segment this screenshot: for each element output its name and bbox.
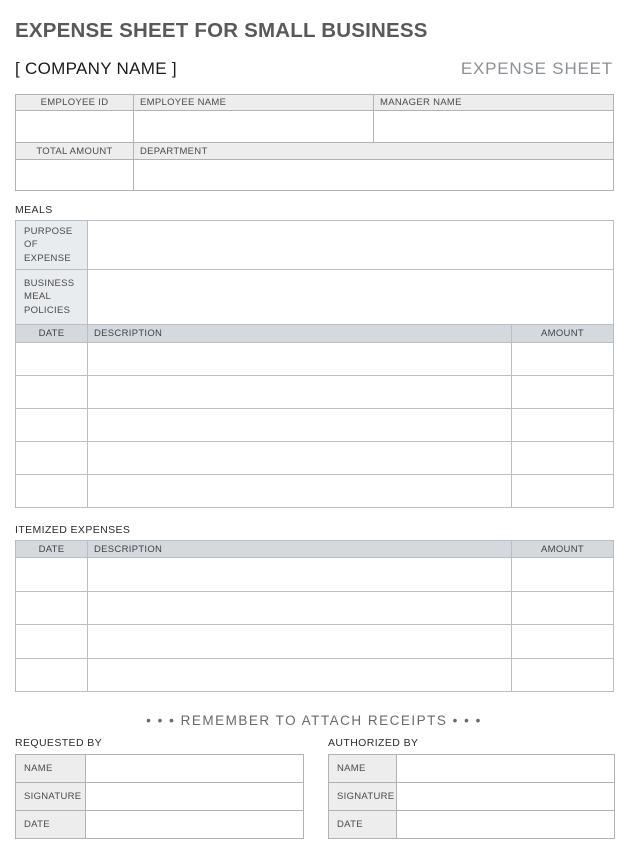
itemized-row bbox=[16, 591, 614, 625]
meals-description-cell[interactable] bbox=[88, 442, 512, 475]
meals-description-cell[interactable] bbox=[88, 343, 512, 376]
itemized-date-cell[interactable] bbox=[16, 591, 88, 625]
manager-name-header: MANAGER NAME bbox=[374, 95, 614, 111]
employee-info-table bbox=[15, 94, 614, 191]
meals-row bbox=[16, 409, 614, 442]
itemized-date-cell[interactable] bbox=[16, 558, 88, 592]
authorized-date-field[interactable] bbox=[397, 811, 615, 839]
meals-date-cell[interactable] bbox=[16, 475, 88, 508]
itemized-row bbox=[16, 625, 614, 659]
signature-section bbox=[15, 737, 613, 839]
requested-date-field[interactable] bbox=[86, 811, 304, 839]
requested-name-field[interactable] bbox=[86, 755, 304, 783]
itemized-description-header: DESCRIPTION bbox=[88, 541, 512, 558]
meals-description-cell[interactable] bbox=[88, 376, 512, 409]
itemized-description-cell[interactable] bbox=[88, 625, 512, 659]
itemized-row bbox=[16, 658, 614, 692]
authorized-by-heading: AUTHORIZED BY bbox=[328, 737, 419, 749]
itemized-amount-cell[interactable] bbox=[512, 558, 614, 592]
meals-amount-header: AMOUNT bbox=[512, 325, 614, 343]
meals-date-cell[interactable] bbox=[16, 409, 88, 442]
company-row bbox=[15, 59, 613, 79]
meals-description-header: DESCRIPTION bbox=[88, 325, 512, 343]
employee-id-field[interactable] bbox=[16, 111, 134, 143]
department-header: DEPARTMENT bbox=[134, 143, 614, 160]
employee-name-header: EMPLOYEE NAME bbox=[134, 95, 374, 111]
meals-amount-cell[interactable] bbox=[512, 442, 614, 475]
meals-table bbox=[15, 220, 614, 508]
total-amount-header: TOTAL AMOUNT bbox=[16, 143, 134, 160]
meals-amount-cell[interactable] bbox=[512, 376, 614, 409]
itemized-description-cell[interactable] bbox=[88, 658, 512, 692]
meals-amount-cell[interactable] bbox=[512, 343, 614, 376]
meals-description-cell[interactable] bbox=[88, 475, 512, 508]
meals-row bbox=[16, 442, 614, 475]
itemized-row bbox=[16, 558, 614, 592]
business-meal-policies-label: BUSINESS MEAL POLICIES bbox=[16, 270, 88, 325]
authorized-date-label: DATE bbox=[329, 811, 397, 839]
authorized-name-label: NAME bbox=[329, 755, 397, 783]
business-meal-policies-field[interactable] bbox=[88, 270, 614, 325]
meals-date-cell[interactable] bbox=[16, 343, 88, 376]
department-field[interactable] bbox=[134, 160, 614, 191]
requested-by-table bbox=[15, 754, 304, 839]
purpose-of-expense-field[interactable] bbox=[88, 221, 614, 270]
meals-row bbox=[16, 343, 614, 376]
requested-name-label: NAME bbox=[16, 755, 86, 783]
meals-date-header: DATE bbox=[16, 325, 88, 343]
meals-row bbox=[16, 475, 614, 508]
meals-section-label: MEALS bbox=[15, 204, 53, 216]
employee-id-header: EMPLOYEE ID bbox=[16, 95, 134, 111]
itemized-date-header: DATE bbox=[16, 541, 88, 558]
meals-description-cell[interactable] bbox=[88, 409, 512, 442]
requested-by-heading: REQUESTED BY bbox=[15, 737, 103, 749]
meals-date-cell[interactable] bbox=[16, 376, 88, 409]
requested-by-block bbox=[15, 737, 304, 839]
requested-date-label: DATE bbox=[16, 811, 86, 839]
itemized-description-cell[interactable] bbox=[88, 591, 512, 625]
meals-amount-cell[interactable] bbox=[512, 475, 614, 508]
sheet-type-label: EXPENSE SHEET bbox=[460, 59, 613, 78]
authorized-by-table bbox=[328, 754, 615, 839]
itemized-date-cell[interactable] bbox=[16, 658, 88, 692]
employee-name-field[interactable] bbox=[134, 111, 374, 143]
purpose-of-expense-label: PURPOSE OF EXPENSE bbox=[16, 221, 88, 270]
authorized-by-block bbox=[328, 737, 615, 839]
itemized-description-cell[interactable] bbox=[88, 558, 512, 592]
meals-amount-cell[interactable] bbox=[512, 409, 614, 442]
page-title: EXPENSE SHEET FOR SMALL BUSINESS bbox=[15, 19, 428, 42]
manager-name-field[interactable] bbox=[374, 111, 614, 143]
total-amount-field[interactable] bbox=[16, 160, 134, 191]
authorized-name-field[interactable] bbox=[397, 755, 615, 783]
itemized-amount-header: AMOUNT bbox=[512, 541, 614, 558]
itemized-amount-cell[interactable] bbox=[512, 658, 614, 692]
authorized-signature-field[interactable] bbox=[397, 783, 615, 811]
itemized-amount-cell[interactable] bbox=[512, 591, 614, 625]
authorized-signature-label: SIGNATURE bbox=[329, 783, 397, 811]
itemized-amount-cell[interactable] bbox=[512, 625, 614, 659]
meals-date-cell[interactable] bbox=[16, 442, 88, 475]
company-name-placeholder[interactable]: [ COMPANY NAME ] bbox=[15, 59, 177, 78]
attach-receipts-reminder: • • • REMEMBER TO ATTACH RECEIPTS • • • bbox=[146, 713, 482, 728]
itemized-section-label: ITEMIZED EXPENSES bbox=[15, 524, 131, 536]
meals-row bbox=[16, 376, 614, 409]
requested-signature-field[interactable] bbox=[86, 783, 304, 811]
itemized-date-cell[interactable] bbox=[16, 625, 88, 659]
itemized-expenses-table bbox=[15, 540, 614, 692]
requested-signature-label: SIGNATURE bbox=[16, 783, 86, 811]
